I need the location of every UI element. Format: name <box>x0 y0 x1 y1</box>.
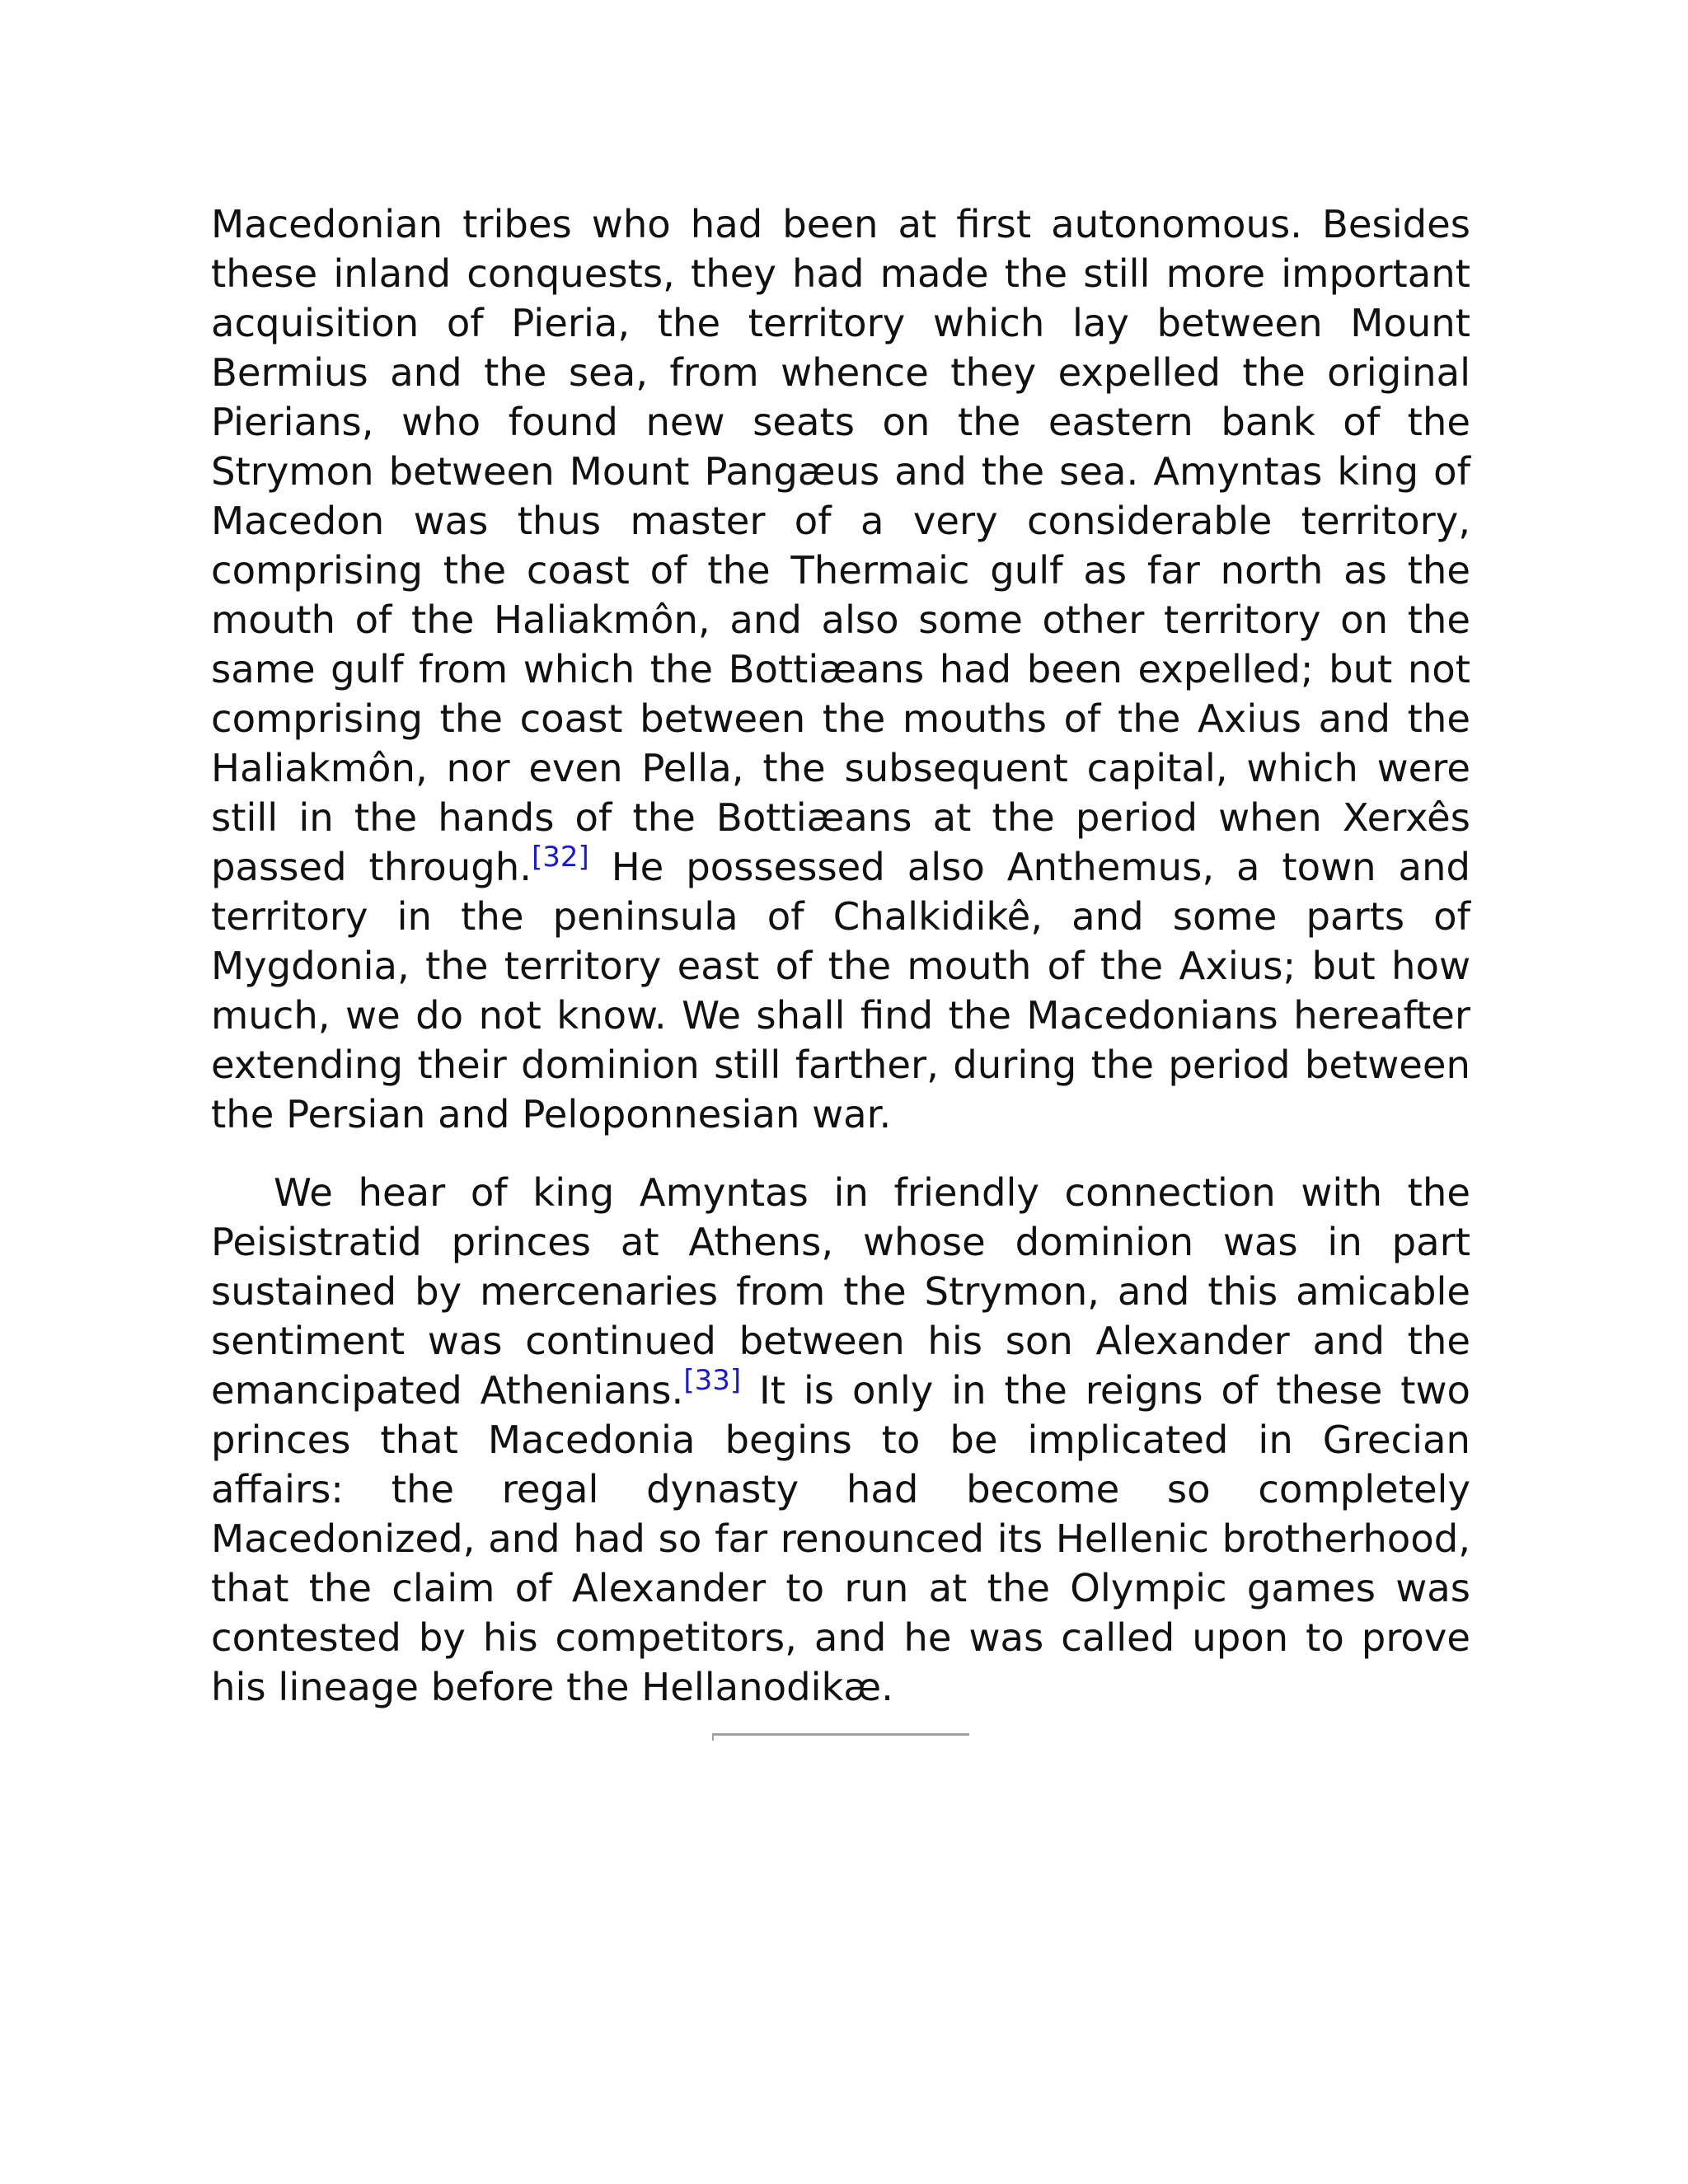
footnote-link-33[interactable]: [33] <box>683 1364 742 1397</box>
paragraph-text: We hear of king Amyntas in friendly connection with the Peisistratid princes at Athens, whose dominion was in part sustained by mercenaries from the Strymon, and this amicable sentiment was continued between his son Alexander and the emancipated Athenians. <box>211 1170 1470 1413</box>
paragraph-text: It is only in the reigns of these two princes that Macedonia begins to be implicated in Grecian affairs: the regal dynasty had become so completely Macedonized, and had so far renounced its Hellenic brotherhood, that the claim of Alexander to run at the Olympic games was contested by his competitors, and he was called upon to prove his lineage before the Hellanodikæ. <box>211 1368 1470 1709</box>
paragraph-macedonian-tribes <box>211 199 1470 1139</box>
paragraph-king-amyntas <box>211 1168 1470 1712</box>
page-body <box>211 199 1470 1712</box>
paragraph-text: He possessed also Anthemus, a town and territory in the peninsula of Chalkidikê, and some parts of Mygdonia, the territory east of the mouth of the Axius; but how much, we do not know. We shall find the Macedonians hereafter extending their dominion still farther, during the period between the Persian and Peloponnesian war. <box>211 845 1471 1137</box>
paragraph-text: Macedonian tribes who had been at first autonomous. Besides these inland conquests, they had made the still more important acquisition of Pieria, the territory which lay between Mount Bermius and the sea, from whence they expelled the original Pierians, who found new seats on the eastern bank of the Strymon between Mount Pangæus and the sea. Amyntas king of Macedon was thus master of a very considerable territory, comprising the coast of the Thermaic gulf as far north as the mouth of the Haliakmôn, and also some other territory on the same gulf from which the Bottiæans had been expelled; but not comprising the coast between the mouths of the Axius and the Haliakmôn, nor even Pella, the subsequent capital, which were still in the hands of the Bottiæans at the period when Xerxês passed through. <box>211 202 1470 889</box>
footnote-link-32[interactable]: [32] <box>532 841 589 874</box>
section-divider <box>712 1733 969 1736</box>
